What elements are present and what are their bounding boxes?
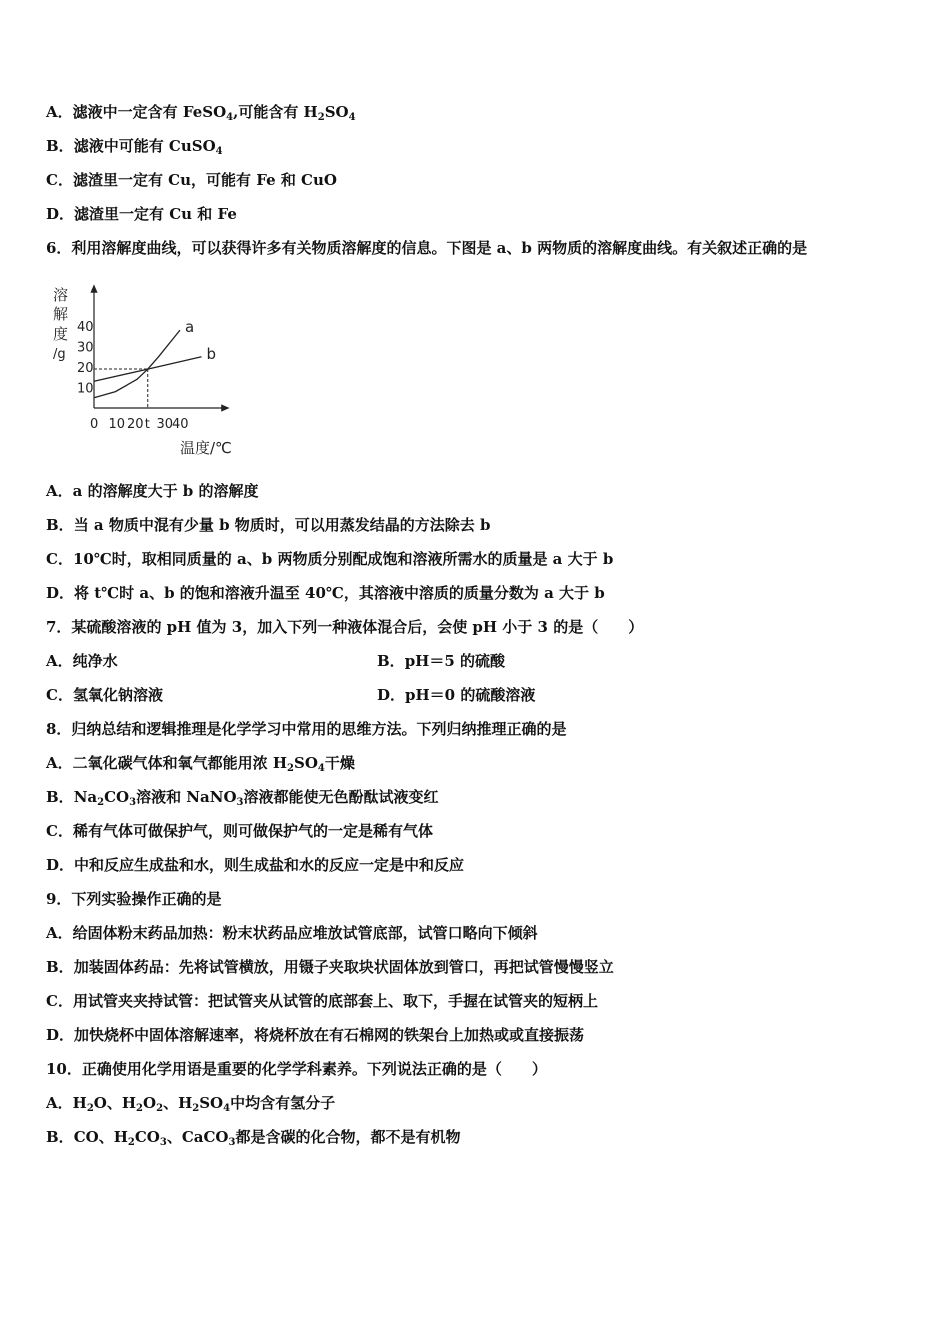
q5-option-d: D．滤渣里一定有 Cu 和 Fe (46, 205, 237, 223)
option-label: A． (46, 924, 73, 942)
option-label: B． (46, 516, 74, 534)
option-label: B． (46, 1128, 74, 1146)
q8-option-a: A．二氧化碳气体和氧气都能用浓 $H_2SO_4$干燥 (46, 754, 355, 774)
series-b-label: b (206, 344, 217, 363)
x-tick-labels (90, 417, 189, 432)
x-tick-label: 0 (90, 417, 99, 432)
q5-option-a: A．滤液中一定含有 FeSO$_4$,可能含有 $H_2SO_4$ (46, 103, 356, 123)
q6-stem: 6．利用溶解度曲线，可以获得许多有关物质溶解度的信息。下图是 a、b 两物质的溶解度曲线。有关叙述正确的是 (46, 239, 808, 257)
q10-option-a: A．$H_2O$、$H_2O_2$、$H_2SO_4$中均含有氢分子 (46, 1094, 336, 1114)
y-tick-label: 20 (77, 361, 94, 376)
option-label: C． (46, 822, 73, 840)
q7-options-row-1 (46, 651, 906, 671)
y-label-char: /g (53, 347, 66, 362)
q8-option-b: B．$Na_2CO_3$溶液和 NaNO$_3$溶液都能使无色酚酞试液变红 (46, 788, 439, 808)
option-label: A． (46, 103, 73, 121)
q9-option-a: A．给固体粉末药品加热：粉末状药品应堆放试管底部，试管口略向下倾斜 (46, 924, 538, 942)
q7-option-b: B．pH＝5 的硫酸 (377, 652, 506, 670)
q9-stem: 9．下列实验操作正确的是 (46, 890, 222, 908)
x-tick-label: 30 (156, 417, 174, 432)
q7-options-row-2 (46, 685, 906, 705)
option-label: D． (46, 1026, 75, 1044)
option-label: C． (46, 550, 73, 568)
option-label: B． (46, 137, 74, 155)
q9-option-b: B．加装固体药品：先将试管横放，用镊子夹取块状固体放到管口，再把试管慢慢竖立 (46, 958, 614, 976)
y-label-char: 解 (53, 305, 69, 323)
q7-option-d: D．pH＝0 的硫酸溶液 (377, 686, 536, 704)
option-label: B． (46, 958, 74, 976)
q8-option-c: C．稀有气体可做保护气，则可做保护气的一定是稀有气体 (46, 822, 433, 840)
q9-option-c: C．用试管夹夹持试管：把试管夹从试管的底部套上、取下，手握在试管夹的短柄上 (46, 992, 598, 1010)
option-label: A． (46, 1094, 73, 1112)
option-label: D． (46, 856, 75, 874)
q8-stem: 8．归纳总结和逻辑推理是化学学习中常用的思维方法。下列归纳推理正确的是 (46, 720, 567, 738)
q6-option-c: C．10℃时，取相同质量的 a、b 两物质分别配成饱和溶液所需水的质量是 a 大于 b (46, 550, 614, 568)
q8-option-d: D．中和反应生成盐和水，则生成盐和水的反应一定是中和反应 (46, 856, 465, 874)
q7-option-a: A．纯净水 (46, 652, 118, 670)
x-tick-label: 20 (127, 417, 144, 432)
q7-stem: 7．某硫酸溶液的 pH 值为 3，加入下列一种液体混合后，会使 pH 小于 3 的是（ ） (46, 618, 644, 636)
q5-option-b: B．滤液中可能有 CuSO$_4$ (46, 137, 223, 157)
q10-stem: 10．正确使用化学用语是重要的化学学科素养。下列说法正确的是（ ） (46, 1060, 547, 1078)
option-label: B． (46, 788, 74, 806)
y-tick-label: 30 (77, 340, 94, 356)
series-a-label: a (185, 318, 195, 337)
series-a-line (94, 330, 180, 398)
option-label: A． (46, 754, 73, 772)
y-tick-labels (77, 320, 94, 397)
option-label: C． (46, 992, 73, 1010)
q5-option-c: C．滤渣里一定有 Cu，可能有 Fe 和 CuO (46, 171, 337, 189)
option-label: A． (46, 482, 73, 500)
x-axis-label: 温度/℃ (180, 439, 232, 457)
series-curves (94, 318, 216, 398)
x-tick-label: 40 (172, 417, 189, 432)
solubility-chart (44, 282, 244, 462)
y-tick-label: 40 (77, 320, 94, 335)
y-label-char: 度 (53, 325, 69, 343)
q9-option-d: D．加快烧杯中固体溶解速率，将烧杯放在有石棉网的铁架台上加热或或直接振荡 (46, 1026, 585, 1044)
q6-option-d: D．将 t℃时 a、b 的饱和溶液升温至 40℃，其溶液中溶质的质量分数为 a 大于 b (46, 584, 605, 602)
x-tick-label: 10 (108, 417, 126, 432)
q10-option-b: B．CO、$H_2CO_3$、CaCO$_3$都是含碳的化合物，都不是有机物 (46, 1128, 461, 1148)
y-label-char: 溶 (53, 286, 69, 304)
x-tick-label: t (144, 417, 150, 432)
y-axis-label (53, 286, 68, 362)
option-label: D． (46, 584, 75, 602)
q6-option-b: B．当 a 物质中混有少量 b 物质时，可以用蒸发结晶的方法除去 b (46, 516, 491, 534)
q6-option-a: A．a 的溶解度大于 b 的溶解度 (46, 482, 259, 500)
y-tick-label: 10 (77, 381, 94, 397)
q7-option-c: C．氢氧化钠溶液 (46, 686, 163, 704)
option-label: D． (46, 205, 75, 223)
option-label: C． (46, 171, 73, 189)
